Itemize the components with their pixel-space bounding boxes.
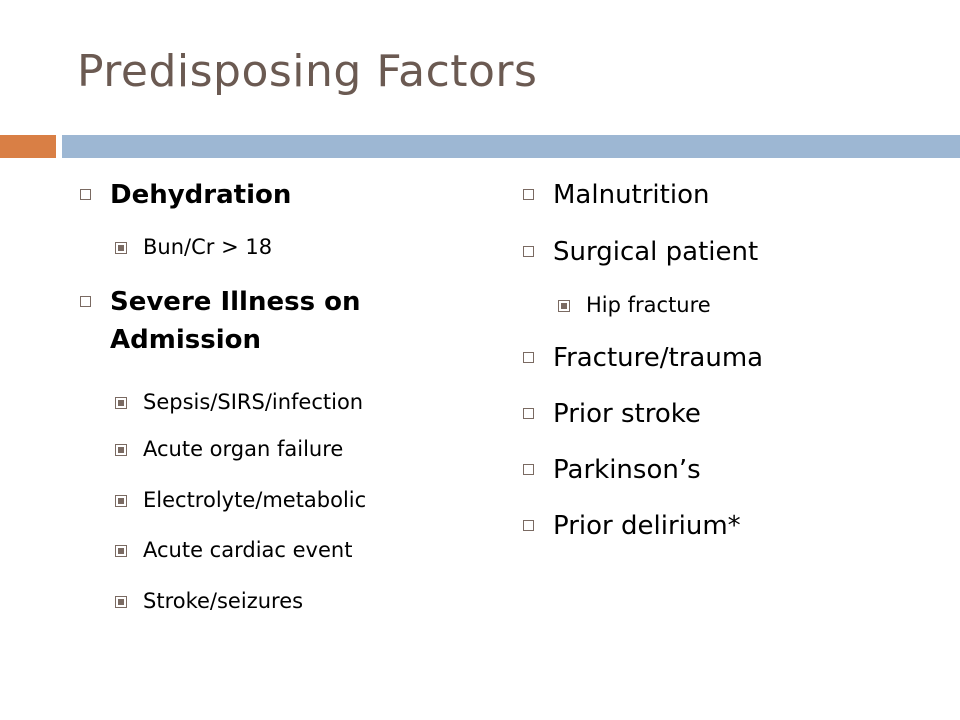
filled-square-bullet-icon [115,495,127,507]
bullet-text: Fracture/trauma [553,343,764,373]
hollow-square-bullet-icon [523,464,534,475]
sub-bullet-bun-cr [113,232,272,262]
sub-bullet-text: Bun/Cr > 18 [143,235,273,259]
bullet-dehydration [77,176,291,214]
bullet-prior-delirium [520,507,741,545]
sub-bullet-organ-failure [113,434,343,464]
filled-square-bullet-icon [115,397,127,409]
sub-bullet-text: Acute cardiac event [143,538,353,562]
bullet-text: Prior stroke [553,399,701,429]
sub-bullet-electrolyte [113,485,366,515]
sub-bullet-sepsis [113,387,363,417]
bullet-text: Prior delirium* [553,511,741,541]
bullet-text: Dehydration [110,180,292,210]
bullet-severe-illness [77,283,440,359]
filled-square-bullet-icon [558,300,570,312]
filled-square-bullet-icon [115,545,127,557]
hollow-square-bullet-icon [523,408,534,419]
sub-bullet-text: Sepsis/SIRS/infection [143,390,364,414]
filled-square-bullet-icon [115,444,127,456]
bullet-text: Parkinson’s [553,455,701,485]
bullet-prior-stroke [520,395,701,433]
bullet-fracture-trauma [520,339,763,377]
sub-bullet-text: Stroke/seizures [143,589,304,613]
bullet-malnutrition [520,176,709,214]
hollow-square-bullet-icon [80,296,91,307]
sub-bullet-stroke-seizures [113,586,303,616]
hollow-square-bullet-icon [80,189,91,200]
slide-title: Predisposing Factors [77,46,538,97]
title-divider-bar [62,135,960,158]
hollow-square-bullet-icon [523,520,534,531]
sub-bullet-cardiac [113,535,352,565]
filled-square-bullet-icon [115,242,127,254]
bullet-surgical-patient [520,233,758,271]
hollow-square-bullet-icon [523,189,534,200]
hollow-square-bullet-icon [523,246,534,257]
sub-bullet-hip-fracture [556,290,711,320]
bullet-text: Severe Illness on Admission [110,287,361,355]
bullet-parkinsons [520,451,701,489]
filled-square-bullet-icon [115,596,127,608]
sub-bullet-text: Hip fracture [586,293,711,317]
title-accent-bar [0,135,56,158]
bullet-text: Surgical patient [553,237,759,267]
bullet-text: Malnutrition [553,180,710,210]
sub-bullet-text: Acute organ failure [143,437,344,461]
hollow-square-bullet-icon [523,352,534,363]
sub-bullet-text: Electrolyte/metabolic [143,488,367,512]
